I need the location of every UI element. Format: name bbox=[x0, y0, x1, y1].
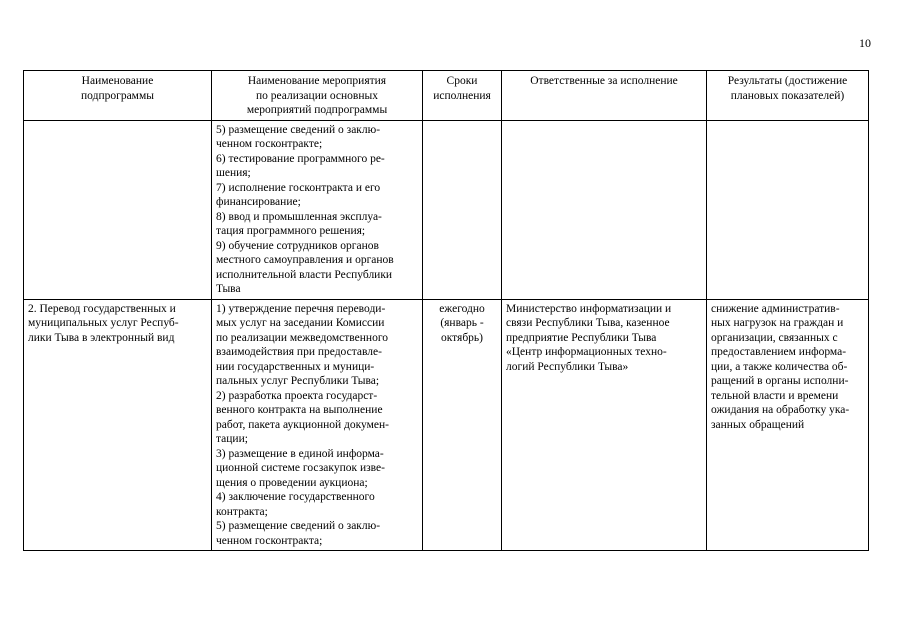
cell-text-line: 3) размещение в единой информа- bbox=[216, 447, 384, 460]
cell-text-line: ционной системе госзакупок изве- bbox=[216, 462, 385, 474]
cell-text-line: шения; bbox=[216, 167, 251, 179]
cell-text-line: Сроки bbox=[446, 75, 478, 87]
cell-text-line: Результаты (достижение bbox=[727, 75, 848, 87]
cell-text-line: ченном госконтракта; bbox=[216, 534, 323, 547]
cell-text-line: подпрограммы bbox=[81, 89, 154, 102]
header-deadline bbox=[423, 71, 502, 121]
cell-text-line: контракта; bbox=[216, 505, 268, 518]
header-subprogram bbox=[24, 71, 212, 121]
cell-text-line: Тыва bbox=[216, 283, 241, 295]
cell-text-line: связи Республики Тыва, казенное bbox=[506, 317, 670, 329]
cell-text-line: 5) размещение сведений о заклю- bbox=[216, 520, 381, 532]
cell-text-line: 2) разработка проекта государст- bbox=[216, 389, 378, 402]
header-results bbox=[707, 71, 869, 121]
cell-text-line: 4) заключение государственного bbox=[216, 491, 375, 503]
measures-table bbox=[23, 70, 869, 551]
header-measures bbox=[212, 71, 423, 121]
cell-text-line: щения о проведении аукциона; bbox=[216, 476, 368, 489]
cell-subprogram bbox=[24, 120, 212, 299]
cell-subprogram bbox=[24, 299, 212, 551]
cell-text-line: плановых показателей) bbox=[730, 89, 845, 102]
cell-text-line: «Центр информационных техно- bbox=[506, 346, 667, 358]
cell-text-line: логий Республики Тыва» bbox=[506, 360, 629, 373]
cell-text-line: нии государственных и муници- bbox=[216, 360, 375, 373]
cell-text-line: октябрь) bbox=[440, 331, 484, 344]
table-row bbox=[24, 120, 869, 299]
cell-responsible bbox=[502, 299, 707, 551]
table-header-row bbox=[24, 71, 869, 121]
cell-text-line: Министерство информатизации и bbox=[506, 302, 672, 315]
cell-text-line: венного контракта на выполнение bbox=[216, 404, 383, 416]
cell-results bbox=[707, 299, 869, 551]
cell-text-line: муниципальных услуг Респуб- bbox=[28, 317, 179, 329]
cell-text-line: ращений в органы исполни- bbox=[711, 375, 849, 387]
cell-deadline bbox=[423, 120, 502, 299]
cell-text-line: 6) тестирование программного ре- bbox=[216, 152, 385, 165]
cell-text-line: ченном госконтракте; bbox=[216, 138, 323, 150]
cell-text-line: организации, связанных с bbox=[711, 331, 838, 344]
cell-text-line: Ответственные за исполнение bbox=[530, 75, 678, 87]
cell-text-line: Наименование мероприятия bbox=[247, 75, 387, 87]
cell-text-line: мых услуг на заседании Комиссии bbox=[216, 317, 385, 329]
cell-text-line: 9) обучение сотрудников органов bbox=[216, 239, 379, 252]
cell-text-line: 2. Перевод государственных и bbox=[28, 302, 176, 315]
cell-text-line: 7) исполнение госконтракта и его bbox=[216, 181, 381, 194]
cell-text-line: 8) ввод и промышленная эксплуа- bbox=[216, 210, 382, 223]
cell-text-line: 1) утверждение перечня переводи- bbox=[216, 302, 386, 315]
cell-deadline bbox=[423, 299, 502, 551]
cell-text-line: Наименование bbox=[81, 75, 154, 87]
cell-text-line: местного самоуправления и органов bbox=[216, 254, 394, 266]
cell-text-line: исполнения bbox=[433, 89, 491, 102]
cell-text-line: мероприятий подпрограммы bbox=[246, 104, 388, 116]
cell-text-line: снижение административ- bbox=[711, 302, 840, 315]
table-row bbox=[24, 299, 869, 551]
cell-text-line: взаимодействия при предоставле- bbox=[216, 346, 382, 358]
cell-measures bbox=[212, 299, 423, 551]
cell-responsible bbox=[502, 120, 707, 299]
cell-text-line: предоставлением информа- bbox=[711, 346, 847, 358]
cell-text-line: работ, пакета аукционной докумен- bbox=[216, 418, 390, 431]
cell-text-line: ожидания на обработку ука- bbox=[711, 404, 850, 416]
header-responsible bbox=[502, 71, 707, 121]
cell-text-line: исполнительной власти Республики bbox=[216, 268, 393, 281]
cell-text-line: тация программного решения; bbox=[216, 225, 366, 237]
cell-text-line: тации; bbox=[216, 433, 248, 445]
cell-measures bbox=[212, 120, 423, 299]
cell-results bbox=[707, 120, 869, 299]
cell-text-line: 5) размещение сведений о заклю- bbox=[216, 123, 381, 136]
cell-text-line: лики Тыва в электронный вид bbox=[28, 331, 175, 344]
cell-text-line: по реализации основных bbox=[256, 89, 378, 102]
cell-text-line: финансирование; bbox=[216, 196, 301, 208]
page-number: 10 bbox=[859, 36, 871, 50]
cell-text-line: ции, а также количества об- bbox=[711, 360, 848, 373]
cell-text-line: ежегодно bbox=[439, 302, 485, 315]
cell-text-line: по реализации межведомственного bbox=[216, 331, 388, 344]
cell-text-line: предприятие Республики Тыва bbox=[506, 331, 657, 344]
cell-text-line: пальных услуг Республики Тыва; bbox=[216, 375, 380, 387]
cell-text-line: (январь - bbox=[440, 317, 484, 329]
cell-text-line: занных обращений bbox=[711, 418, 805, 431]
cell-text-line: ных нагрузок на граждан и bbox=[711, 317, 844, 329]
cell-text-line: тельной власти и времени bbox=[711, 389, 839, 402]
